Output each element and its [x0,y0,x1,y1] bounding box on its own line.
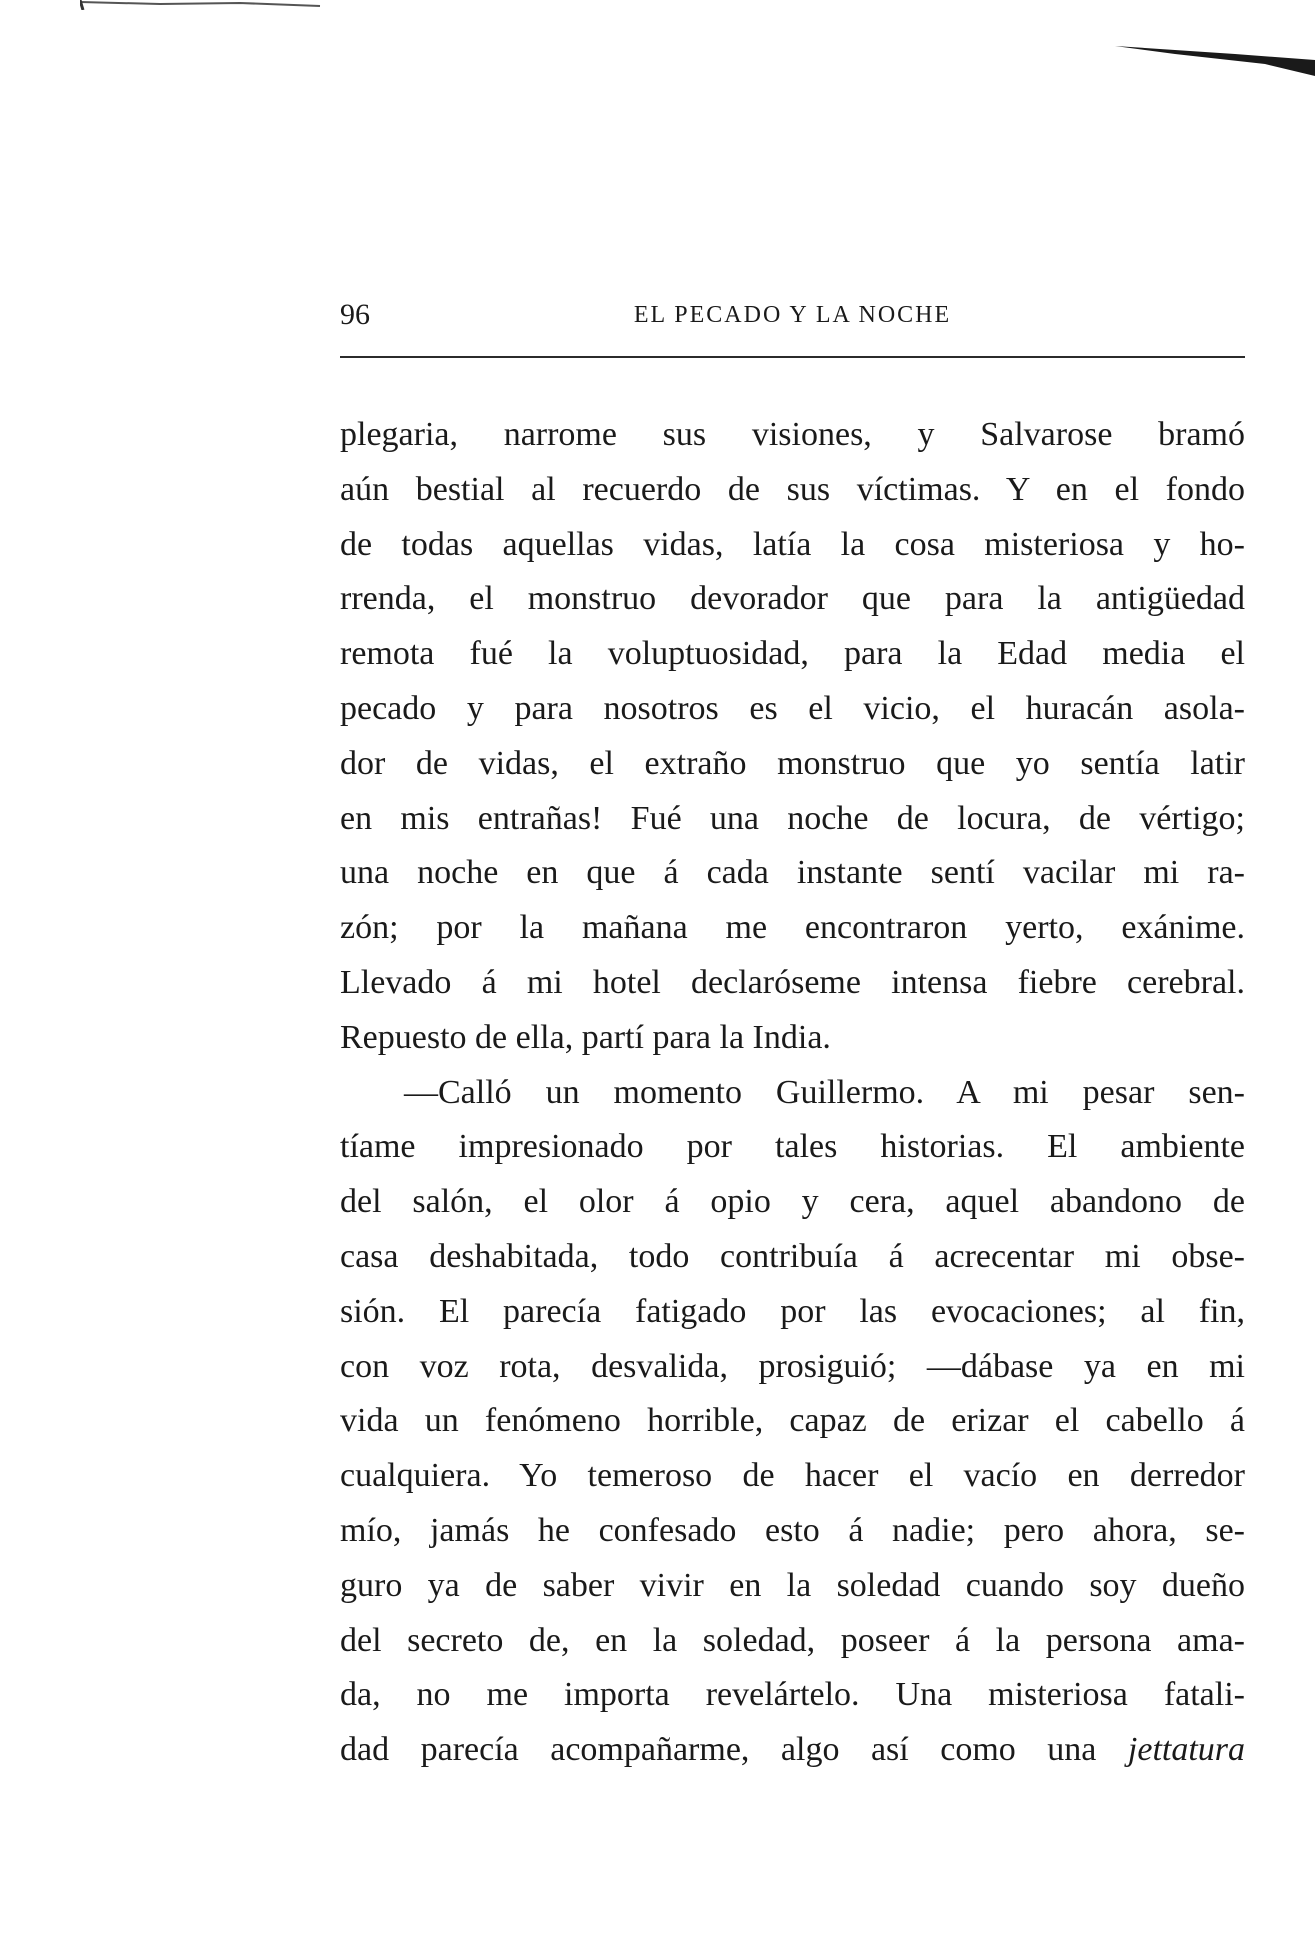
italic-term: jettatura [1127,1731,1245,1769]
text-segment: dad parecía acompañarme, algo así como una [340,1731,1097,1769]
text-line: guro ya de saber vivir en la soledad cuando soy dueño [340,1566,1245,1604]
running-title: EL PECADO Y LA NOCHE [633,302,952,328]
text-line: cualquiera. Yo temeroso de hacer el vacío en derredor [340,1457,1245,1495]
text-line: aún bestial al recuerdo de sus víctimas. Y en el fondo [340,470,1245,508]
text-line: casa deshabitada, todo contribuía á acrecentar mi obse- [340,1237,1245,1275]
text-line: Repuesto de ella, partí para la India. [340,1018,831,1056]
text-line: da, no me importa revelártelo. Una misteriosa fatali- [340,1676,1245,1714]
page-header [340,298,1245,338]
text-line: zón; por la mañana me encontraron yerto, exánime. [340,909,1245,947]
page-number: 96 [340,298,370,331]
text-line: mío, jamás he confesado esto á nadie; pero ahora, se- [340,1511,1245,1549]
text-line: en mis entrañas! Fué una noche de locura, de vértigo; [340,799,1245,837]
text-line: de todas aquellas vidas, latía la cosa misteriosa y ho- [340,525,1245,563]
text-line: Llevado á mi hotel declaróseme intensa fiebre cerebral. [340,963,1245,1001]
text-line: tíame impresionado por tales historias. El ambiente [340,1128,1245,1166]
text-line: dor de vidas, el extraño monstruo que yo sentía latir [340,744,1245,782]
text-line: una noche en que á cada instante sentí vacilar mi ra- [340,854,1245,892]
header-rule [340,356,1245,358]
scan-edge-mark [80,0,325,10]
text-line-final [340,1723,1245,1778]
text-line: con voz rota, desvalida, prosiguió; —dábase ya en mi [340,1347,1245,1385]
text-line: rrenda, el monstruo devorador que para la antigüedad [340,580,1245,618]
text-line: plegaria, narrome sus visiones, y Salvarose bramó [340,416,1245,453]
scan-edge-mark [1115,42,1315,78]
text-line: —Calló un momento Guillermo. A mi pesar sen- [404,1073,1245,1111]
text-line: sión. El parecía fatigado por las evocaciones; al fin, [340,1292,1245,1330]
text-line: pecado y para nosotros es el vicio, el huracán asola- [340,689,1245,727]
text-line: vida un fenómeno horrible, capaz de erizar el cabello á [340,1402,1245,1440]
text-line: del secreto de, en la soledad, poseer á la persona ama- [340,1621,1245,1659]
body-text [340,408,1245,1778]
text-line: del salón, el olor á opio y cera, aquel abandono de [340,1183,1245,1221]
text-line: remota fué la voluptuosidad, para la Edad media el [340,635,1245,673]
